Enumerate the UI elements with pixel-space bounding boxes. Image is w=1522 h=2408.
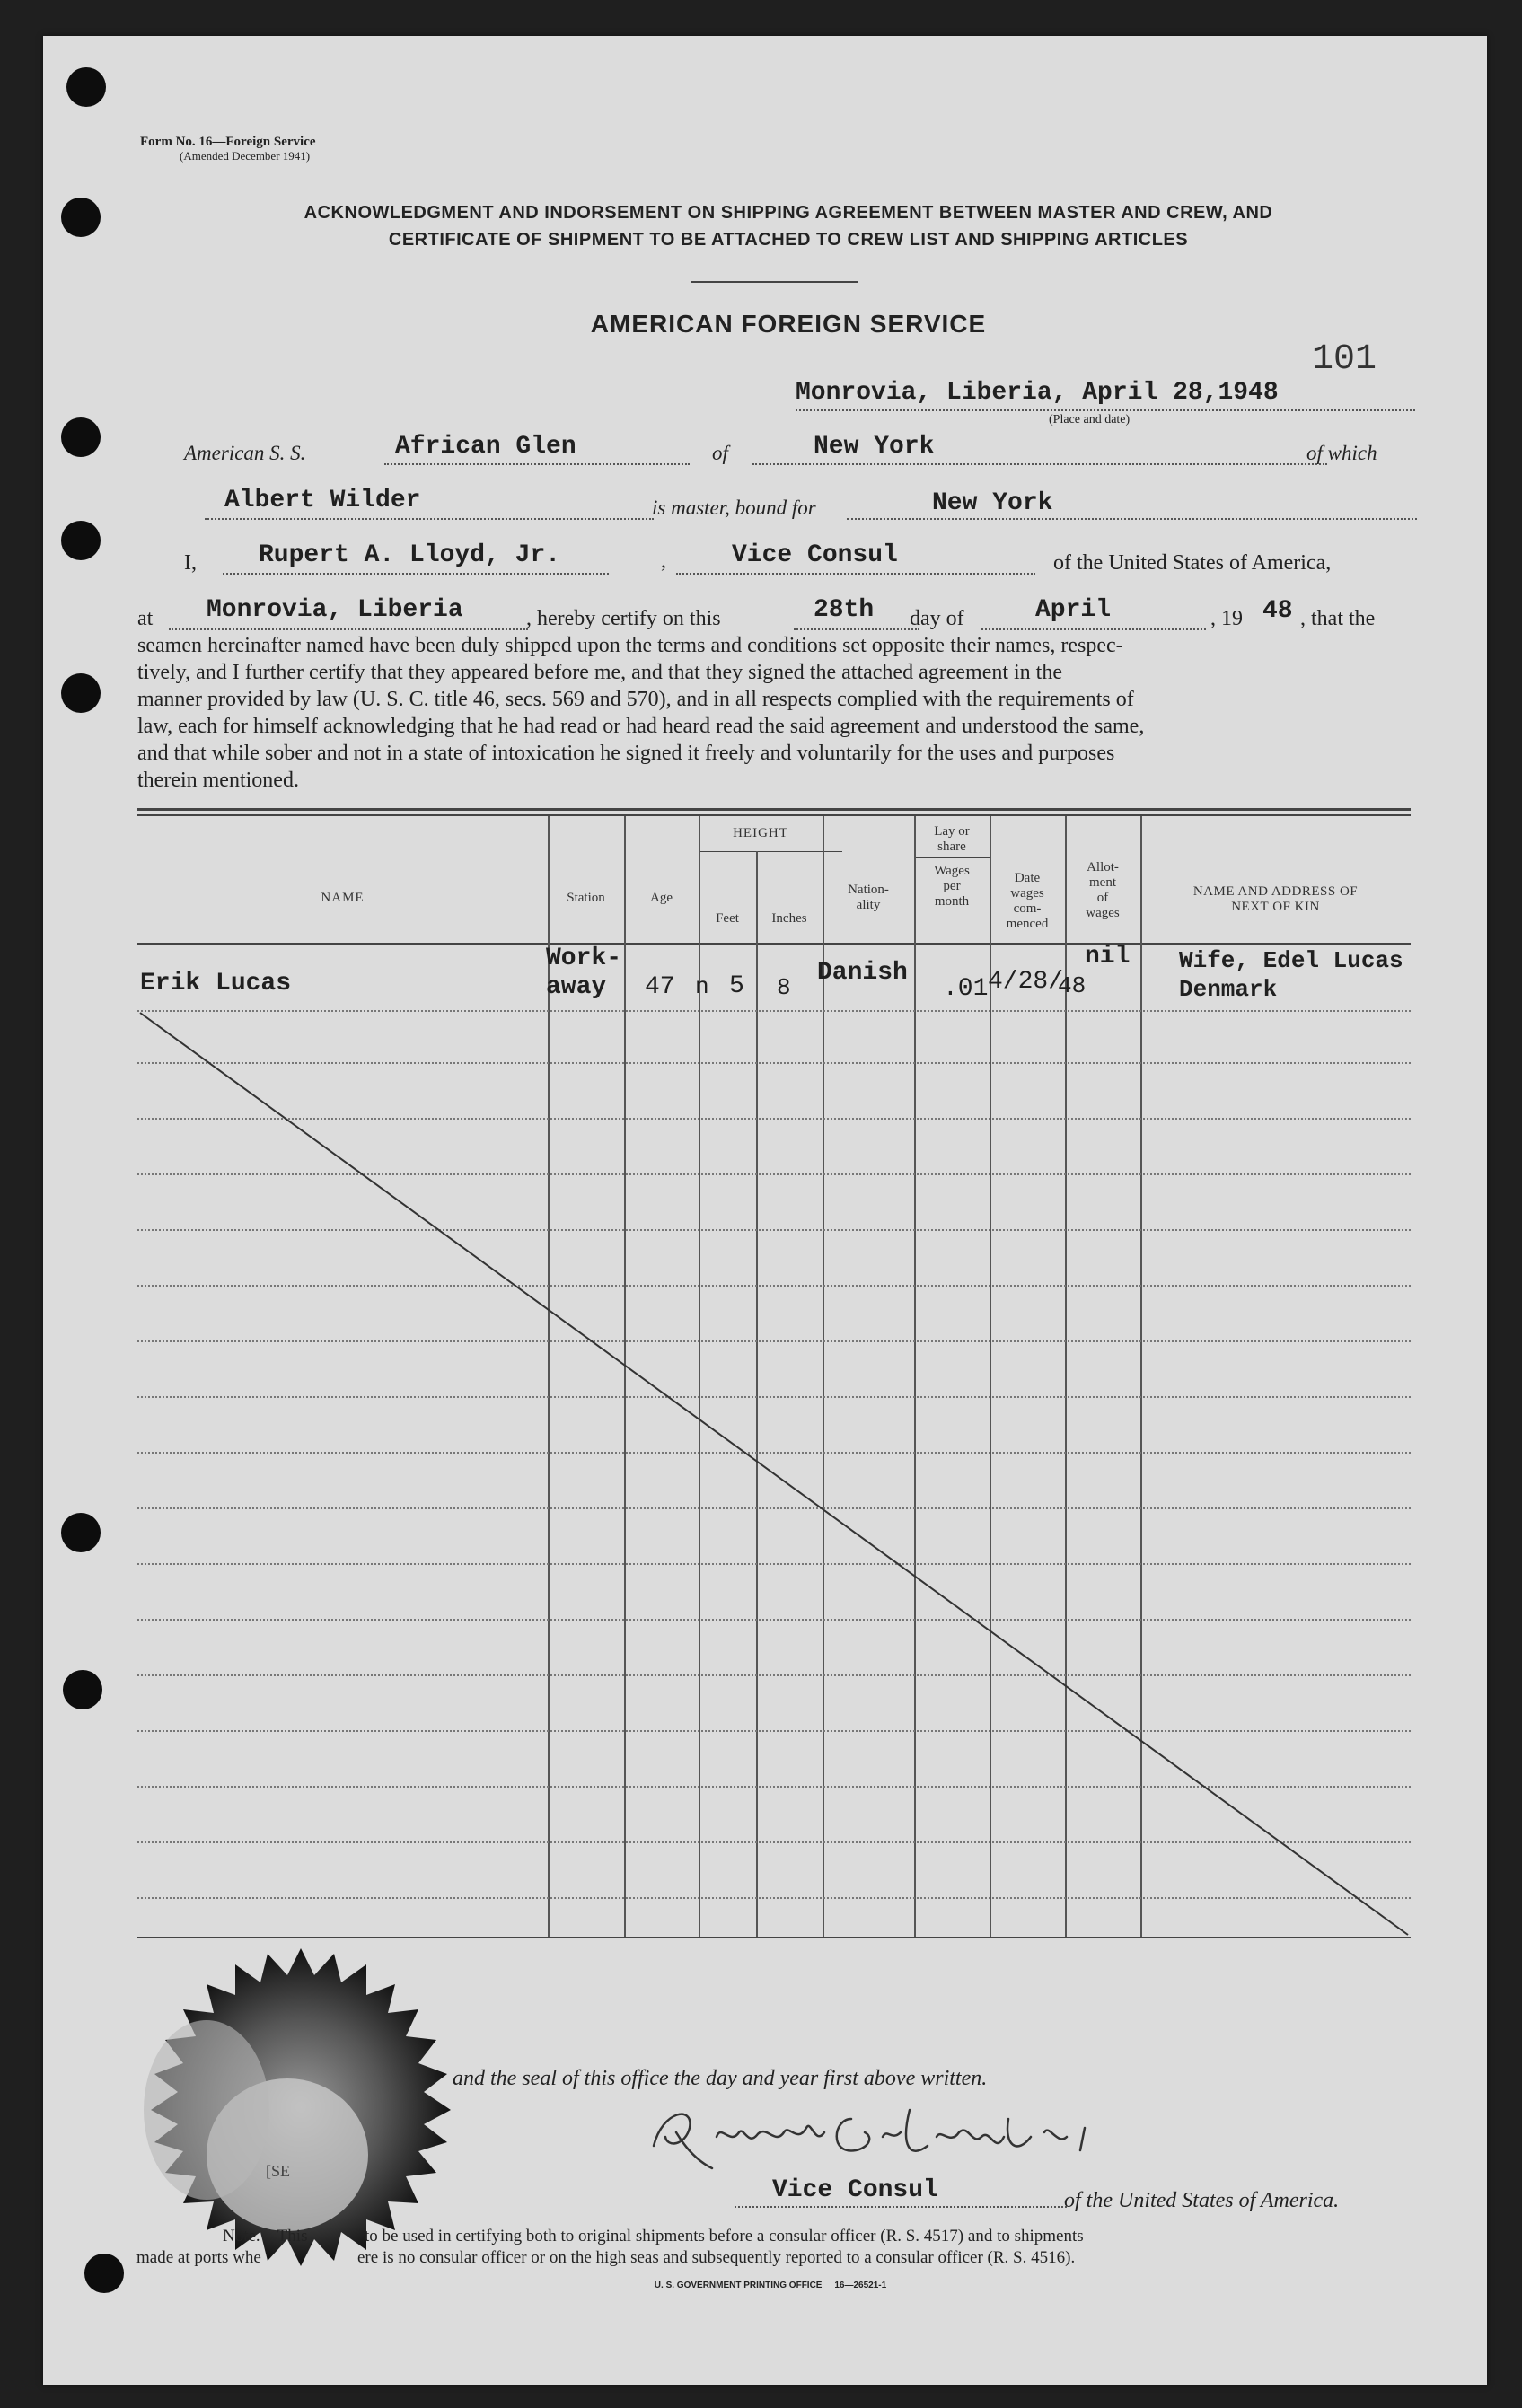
at-label: at [137, 607, 154, 630]
service-title: AMERICAN FOREIGN SERVICE [590, 310, 987, 338]
header-nationality: Nation- ality [848, 883, 889, 912]
document-page [43, 36, 1487, 2385]
home-port: New York [814, 433, 935, 461]
i-label: I, [184, 551, 197, 575]
form-heading-line2: CERTIFICATE OF SHIPMENT TO BE ATTACHED TO CREW LIST AND SHIPPING ARTICLES [388, 230, 1189, 250]
year-suffix: 48 [1262, 597, 1293, 625]
cell-allotment: nil [1085, 943, 1131, 971]
note-line1b: to be used in certifying both to original shipments before a consular officer (R. S. 4517) and to shipments [365, 2227, 1084, 2245]
year-prefix: , 19 [1210, 607, 1243, 630]
of-us-label: of the United States of America, [1053, 551, 1332, 575]
vessel-name: African Glen [395, 433, 576, 461]
cell-inches: 8 [777, 974, 791, 1001]
note-line2a: made at ports whe [136, 2248, 261, 2267]
of-us-footer: of the United States of America. [1064, 2189, 1340, 2212]
cell-age-mark: n [695, 973, 709, 1000]
cell-feet: 5 [729, 972, 744, 1000]
officer-name: Rupert A. Lloyd, Jr. [259, 541, 561, 569]
header-lay-share: Lay or share [934, 824, 970, 854]
master-name: Albert Wilder [224, 487, 421, 514]
officer-comma: , [661, 549, 666, 573]
day: 28th [814, 596, 875, 624]
of-which-label: of which [1306, 442, 1377, 464]
master-label: is master, bound for [652, 497, 816, 519]
cell-age: 47 [645, 973, 675, 1001]
header-wages-per-month: Wages per month [934, 864, 970, 909]
cell-date-commenced-year: 48 [1058, 972, 1087, 999]
certify-label: , hereby certify on this [526, 607, 721, 630]
signature-title: Vice Consul [772, 2176, 938, 2204]
place-and-date: Monrovia, Liberia, April 28,1948 [796, 379, 1279, 407]
destination: New York [932, 489, 1053, 517]
signature-line [735, 2206, 1067, 2208]
header-feet: Feet [716, 911, 739, 926]
vessel-prefix: American S. S. [184, 442, 306, 464]
note-line2b: ere is no consular officer or on the high seas and subsequently reported to a consular officer (R. S. 4516). [357, 2248, 1076, 2267]
cell-station: Work- away [546, 945, 622, 1001]
form-number: Form No. 16—Foreign Service [140, 135, 316, 149]
cell-name: Erik Lucas [140, 970, 292, 997]
that-the: , that the [1300, 607, 1376, 630]
month: April [1035, 596, 1112, 624]
handwritten-signature [640, 2083, 1107, 2182]
header-allotment: Allot- ment of wages [1086, 860, 1120, 920]
certificate-line: therein mentioned. [137, 769, 299, 792]
form-amended: (Amended December 1941) [180, 149, 311, 163]
cell-date-commenced: 4/28/ [988, 968, 1064, 996]
header-date-commenced: Date wages com- menced [1006, 871, 1049, 931]
cell-nationality: Danish [817, 959, 908, 987]
officer-title: Vice Consul [732, 541, 898, 569]
place-date-caption: (Place and date) [1049, 413, 1131, 426]
certificate-line: manner provided by law (U. S. C. title 46, secs. 569 and 570), and in all respects complied with the requirements of [137, 688, 1134, 711]
of-label: of [712, 442, 728, 464]
location: Monrovia, Liberia [207, 596, 463, 624]
certificate-line: tively, and I further certify that they appeared before me, and that they signed the attached agreement in the [137, 661, 1062, 684]
certificate-line: seamen hereinafter named have been duly shipped upon the terms and conditions set opposite their names, respec- [137, 634, 1123, 657]
header-name: NAME [321, 891, 365, 905]
witness-text: and the seal of this office the day and year first above written. [453, 2067, 988, 2090]
note-line1a: Note.—This [223, 2227, 308, 2245]
cell-next-of-kin: Wife, Edel Lucas Denmark [1179, 947, 1403, 1003]
header-station: Station [567, 891, 605, 905]
page-number: 101 [1312, 339, 1377, 380]
seal-text: [SE [266, 2162, 290, 2180]
header-inches: Inches [771, 911, 807, 926]
cell-wages: .01 [943, 975, 989, 1003]
certificate-line: law, each for himself acknowledging that he had read or had heard read the said agreement and understood the same, [137, 715, 1145, 738]
day-of-label: day of [910, 607, 964, 630]
form-heading-line1: ACKNOWLEDGMENT AND INDORSEMENT ON SHIPPING AGREEMENT BETWEEN MASTER AND CREW, AND [304, 203, 1273, 223]
header-height: HEIGHT [733, 826, 788, 840]
header-age: Age [650, 891, 673, 905]
header-next-of-kin: NAME AND ADDRESS OF NEXT OF KIN [1192, 884, 1359, 914]
certificate-line: and that while sober and not in a state of intoxication he signed it freely and voluntarily for the uses and purposes [137, 742, 1115, 765]
printing-office: U. S. GOVERNMENT PRINTING OFFICE 16—26521-1 [654, 2281, 887, 2290]
